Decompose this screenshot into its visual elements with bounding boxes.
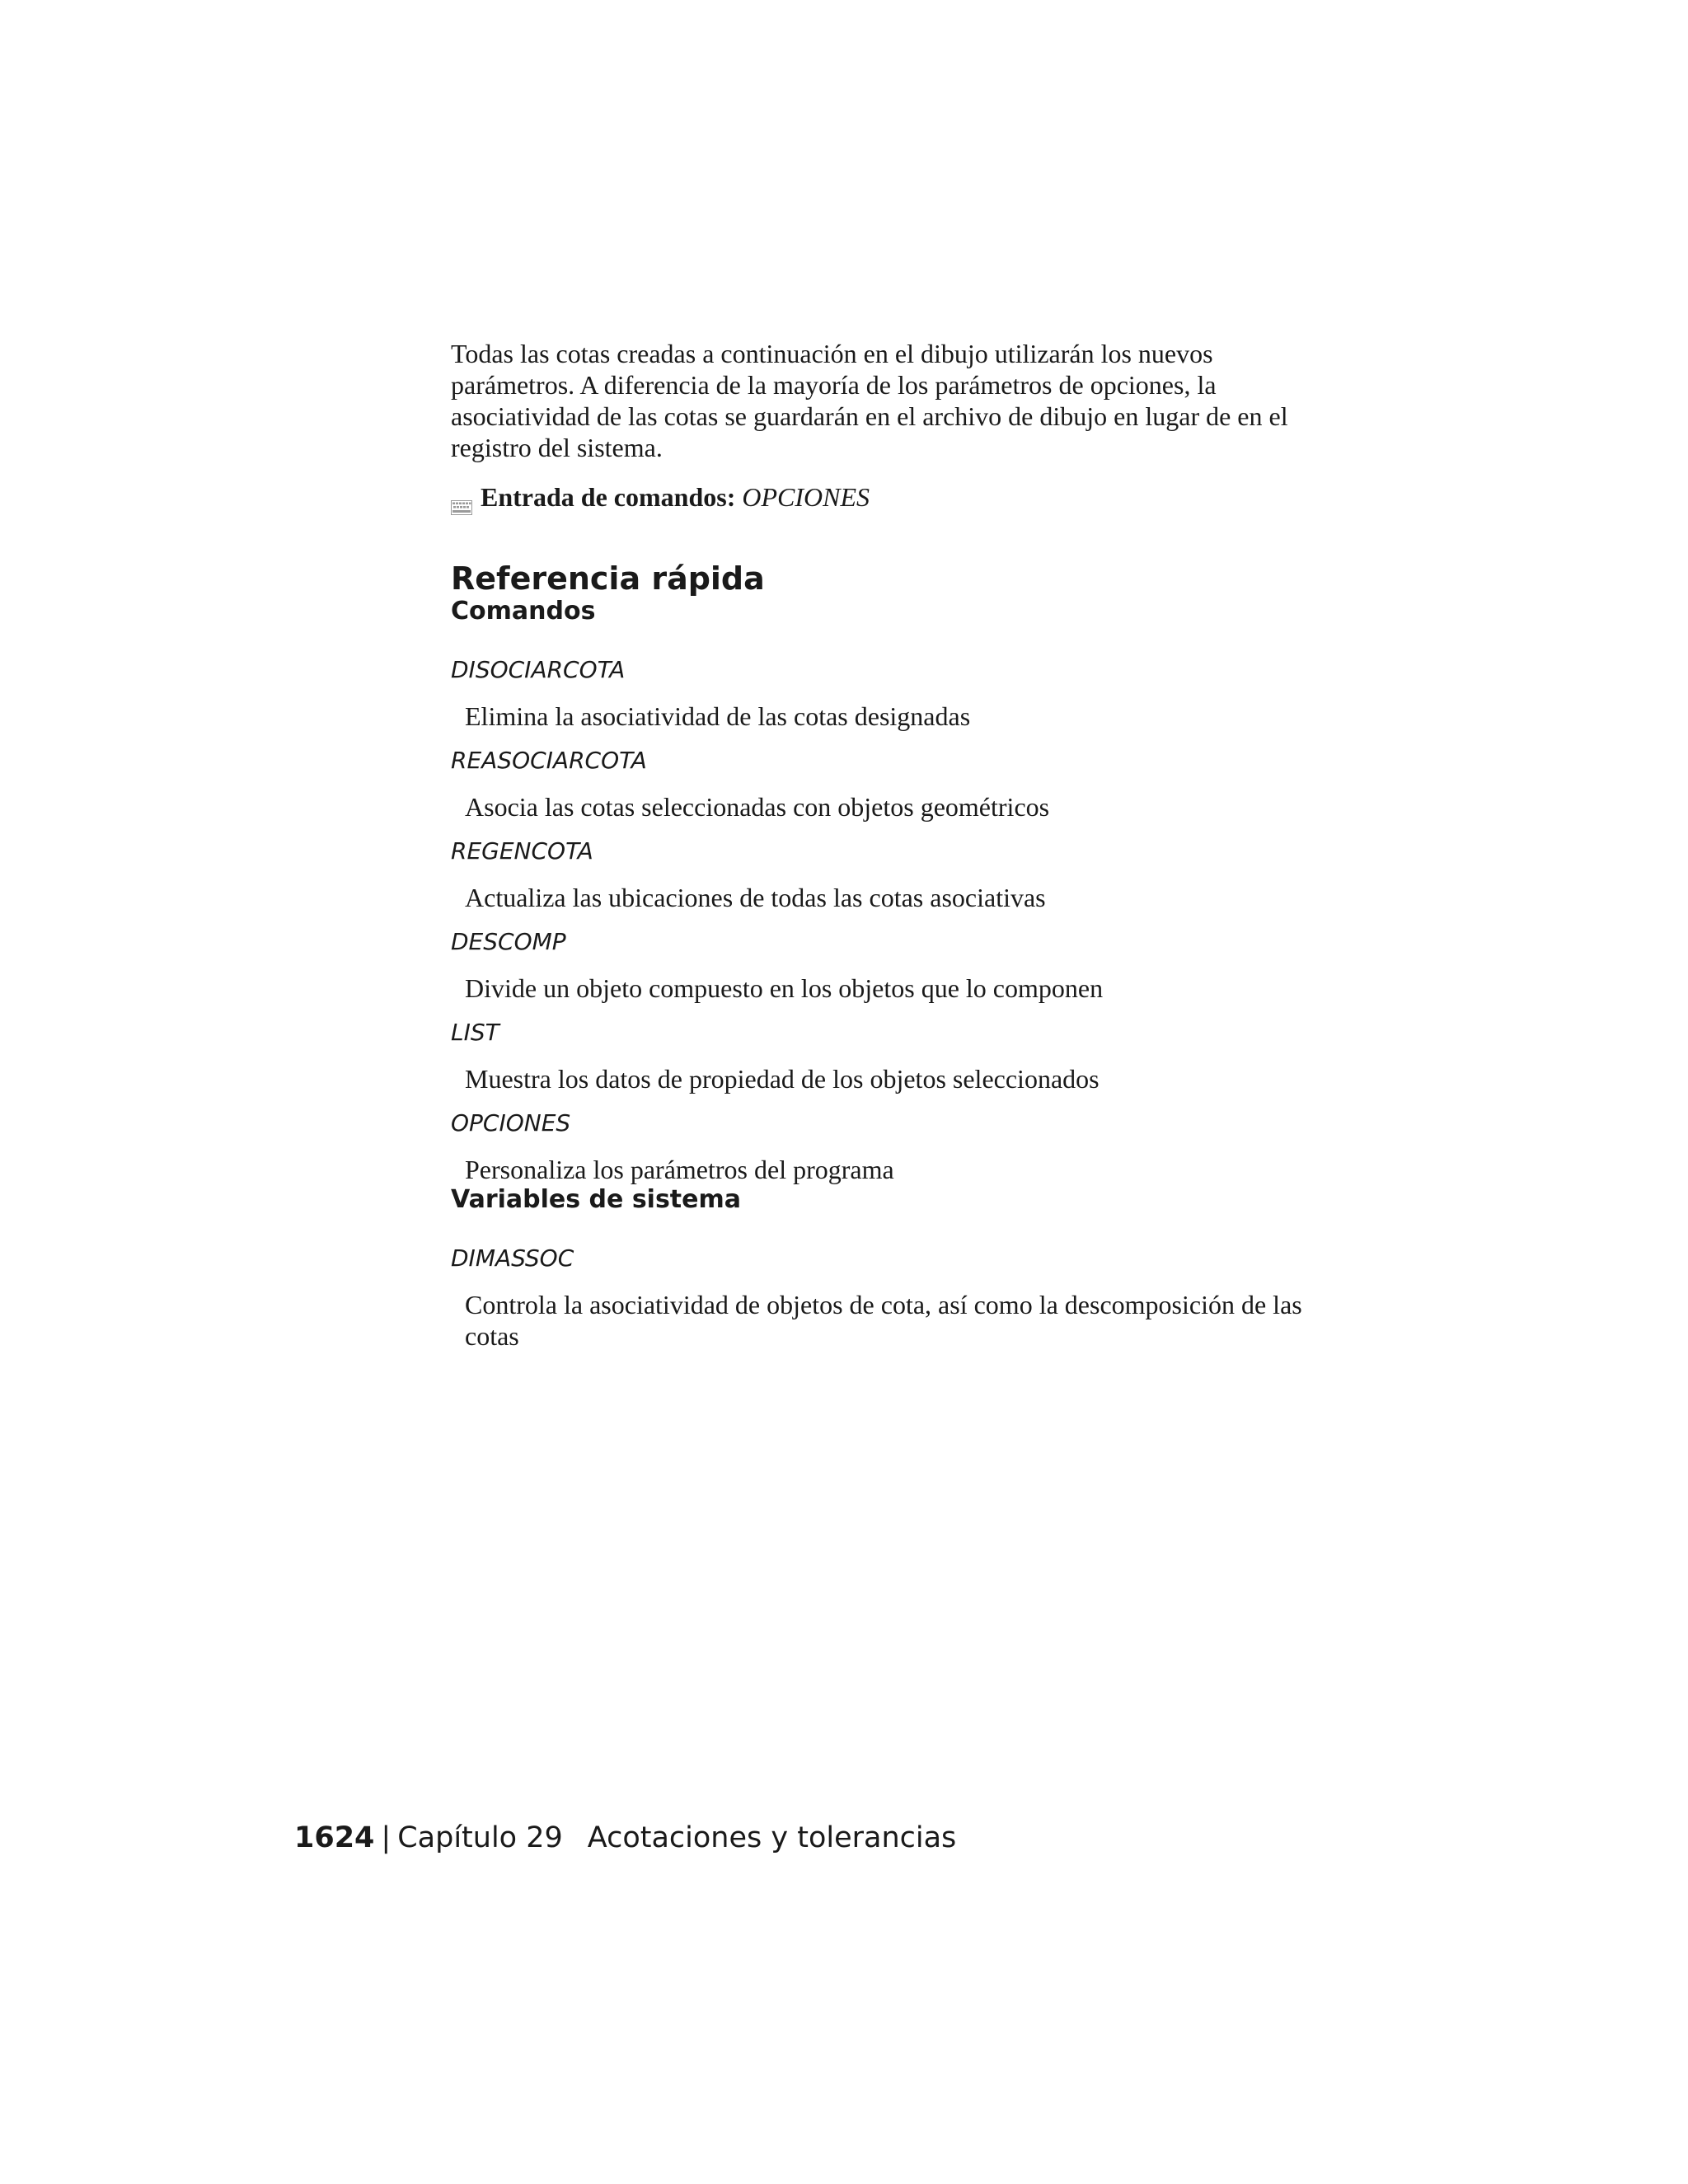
command-entry-value: OPCIONES: [742, 482, 870, 512]
page-footer: [294, 1821, 956, 1854]
command-term: REASOCIARCOTA: [451, 747, 647, 774]
command-description: Actualiza las ubicaciones de todas las cotas asociativas: [465, 883, 1046, 912]
command-term: OPCIONES: [451, 1109, 571, 1137]
commands-heading: Comandos: [451, 597, 596, 626]
variable-description: Controla la asociatividad de objetos de cota, así como la descomposición de las cotas: [465, 1290, 1302, 1351]
commands-list: [451, 656, 1341, 1185]
command-description: Muestra los datos de propiedad de los objetos seleccionados: [465, 1064, 1100, 1094]
system-variables-heading: Variables de sistema: [451, 1185, 742, 1214]
chapter-title: Acotaciones y tolerancias: [587, 1821, 957, 1854]
command-term: DISOCIARCOTA: [451, 656, 626, 683]
command-description: Divide un objeto compuesto en los objetos que lo componen: [465, 973, 1104, 1003]
page-number: 1624: [294, 1821, 375, 1854]
command-term: LIST: [451, 1019, 499, 1046]
chapter-label: Capítulo 29: [397, 1821, 563, 1854]
command-term: REGENCOTA: [451, 837, 593, 865]
system-variables-list: [451, 1244, 1341, 1352]
command-description: Elimina la asociatividad de las cotas designadas: [465, 701, 971, 731]
command-term: DESCOMP: [451, 928, 566, 955]
footer-separator: |: [381, 1821, 392, 1854]
keyboard-icon: [451, 490, 472, 505]
variable-term: DIMASSOC: [451, 1244, 574, 1272]
command-entry: [451, 481, 1341, 513]
command-description: Asocia las cotas seleccionadas con objetos geométricos: [465, 792, 1050, 822]
command-description: Personaliza los parámetros del programa: [465, 1155, 894, 1184]
intro-paragraph: Todas las cotas creadas a continuación en el dibujo utilizarán los nuevos parámetros. A diferencia de la mayoría de los parámetros de opciones, la asociatividad de las cotas se guardarán en el archivo de dibujo en lugar de en el registro del sistema.: [451, 339, 1288, 462]
page-content: [451, 338, 1341, 1352]
command-entry-label: Entrada de comandos:: [481, 482, 736, 512]
quick-reference-title: Referencia rápida: [451, 560, 765, 597]
